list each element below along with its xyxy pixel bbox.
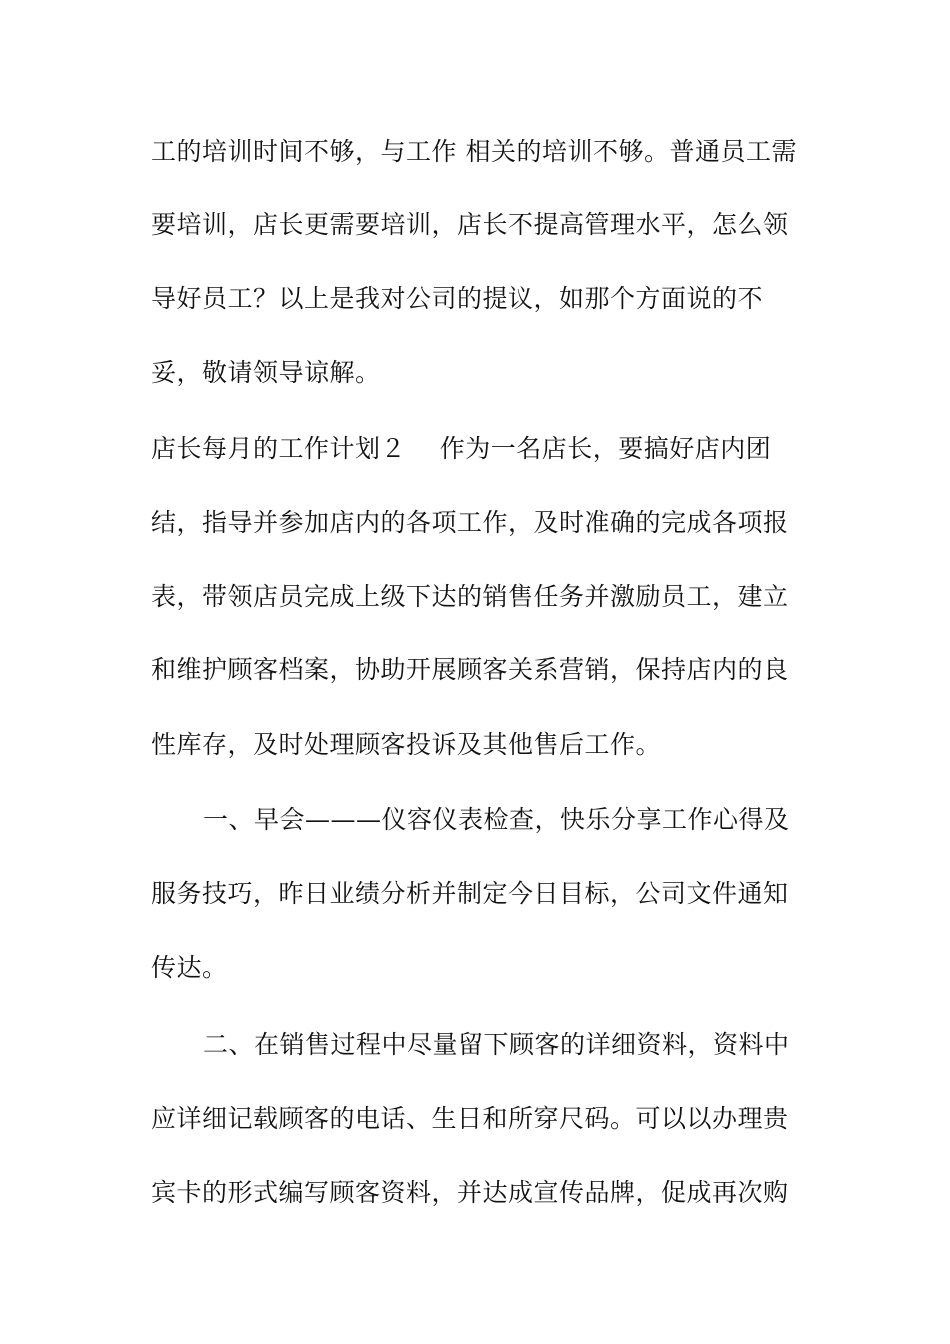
paragraph-first-line: 一、早会———仪容仪表检查，快乐分享工作心得及 xyxy=(203,805,790,834)
text-line: 性库存，及时处理顾客投诉及其他售后工作。 xyxy=(151,730,662,759)
text-line: 宾卡的形式编写顾客资料，并达成宣传品牌，促成再次购 xyxy=(151,1178,789,1207)
text-line: 结，指导并参加店内的各项工作，及时准确的完成各项报 xyxy=(151,508,789,537)
text-line: 传达。 xyxy=(151,953,228,982)
text-line: 工的培训时间不够，与工作 相关的培训不够。普通员工需 xyxy=(151,137,797,166)
section-heading-line: 店长每月的工作计划２ 作为一名店长，要搞好店内团 xyxy=(151,434,772,463)
text-line: 导好员工？以上是我对公司的提议，如那个方面说的不 xyxy=(151,284,764,313)
text-line: 要培训，店长更需要培训，店长不提高管理水平，怎么领 xyxy=(151,210,789,239)
text-line: 服务技巧，昨日业绩分析并制定今日目标，公司文件通知 xyxy=(151,879,789,908)
paragraph-first-line: 二、在销售过程中尽量留下顾客的详细资料，资料中 xyxy=(203,1030,790,1059)
text-line: 和维护顾客档案，协助开展顾客关系营销，保持店内的良 xyxy=(151,655,789,684)
text-line: 妥，敬请领导谅解。 xyxy=(151,358,381,387)
text-line: 表，带领店员完成上级下达的销售任务并激励员工，建立 xyxy=(151,582,789,611)
text-line: 应详细记载顾客的电话、生日和所穿尺码。可以以办理贵 xyxy=(151,1104,789,1133)
